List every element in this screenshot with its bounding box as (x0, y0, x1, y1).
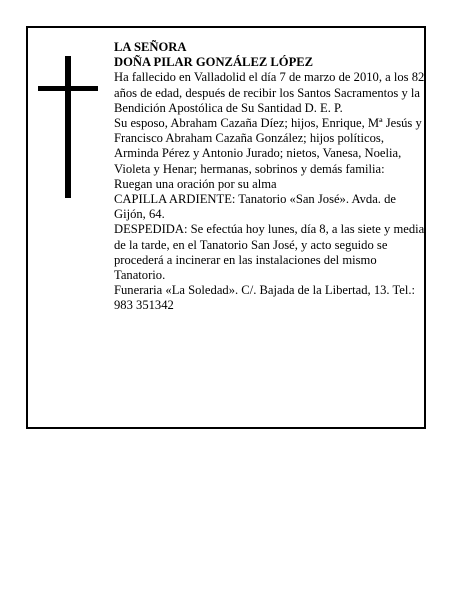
death-announcement: Ha fallecido en Valladolid el día 7 de marzo de 2010, a los 82 años de edad, después de recibir los Santos Sacramentos y la Bendición Apostólica de Su Santidad D. E. P. (114, 70, 425, 115)
notice-title: LA SEÑORA (114, 40, 187, 54)
funeral-home-contact: Funeraria «La Soledad». C/. Bajada de la Libertad, 13. Tel.: 983 351342 (114, 283, 416, 313)
cross-icon (38, 56, 98, 198)
notice-text (114, 40, 426, 314)
cross-vertical-bar (65, 56, 71, 198)
obituary-notice (26, 26, 426, 429)
funeral-chapel: CAPILLA ARDIENTE: Tanatorio «San José». Avda. de Gijón, 64. (114, 192, 396, 222)
cross-horizontal-bar (38, 86, 98, 91)
prayer-request: Ruegan una oración por su alma (114, 176, 277, 191)
deceased-name: DOÑA PILAR GONZÁLEZ LÓPEZ (114, 55, 314, 70)
farewell-service: DESPEDIDA: Se efectúa hoy lunes, día 8, a las siete y media de la tarde, en el Tanatorio San José, y acto seguido se procederá a incinerar en las instalaciones del mismo Tanatorio. (114, 222, 425, 283)
family-list: Su esposo, Abraham Cazaña Díez; hijos, Enrique, Mª Jesús y Francisco Abraham Cazaña González; hijos políticos, Arminda Pérez y Antonio Jurado; nietos, Vanesa, Noelia, Violeta y Henar; hermanas, sobrinos y demás familia: (114, 116, 422, 176)
